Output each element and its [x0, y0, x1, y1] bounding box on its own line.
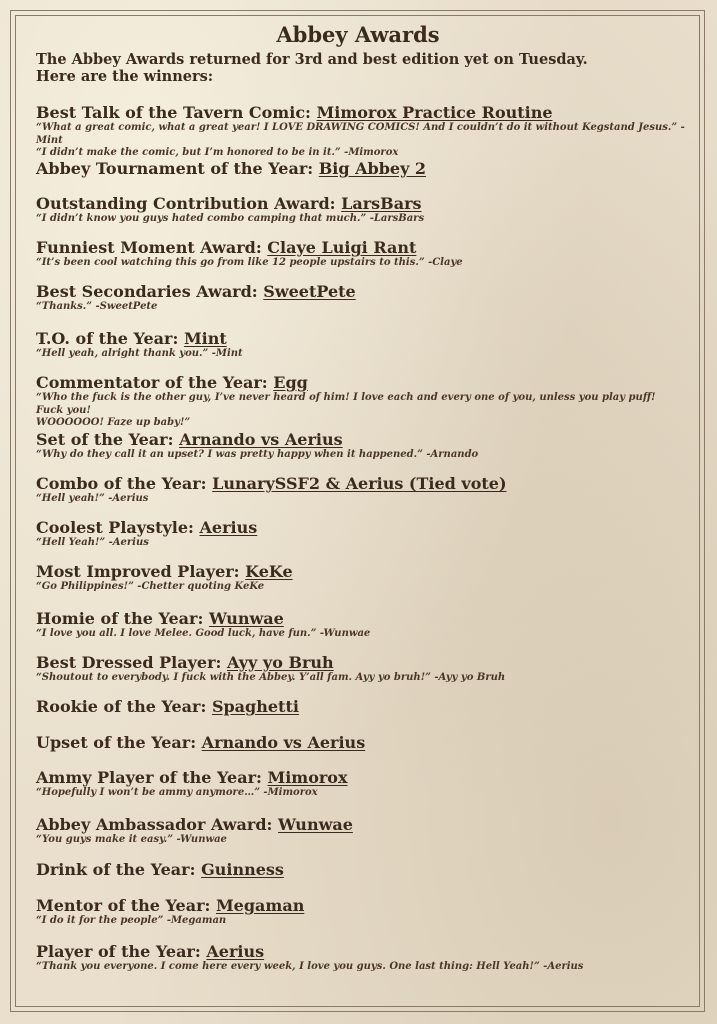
award-quote: “Who the fuck is the other guy, I’ve never heard of him! I love each and every one of you, unless you play puff! Fuck you!	[36, 392, 656, 416]
award-category: Rookie of the Year:	[36, 697, 212, 716]
award-quote: “You guys make it easy.” -Wunwae	[36, 834, 227, 845]
award-entry	[36, 282, 686, 314]
award-title	[36, 697, 686, 716]
award-winner: Big Abbey 2	[318, 159, 427, 178]
award-quote: “I didn’t make the comic, but I’m honored to be in it.” -Mimorox	[36, 147, 399, 158]
award-category: Funniest Moment Award:	[36, 238, 268, 257]
award-entry	[36, 768, 686, 800]
award-title	[36, 860, 686, 879]
award-quote: “I love you all. I love Melee. Good luck, have fun.” -Wunwae	[36, 628, 371, 639]
award-title	[36, 430, 686, 449]
award-title	[36, 733, 686, 752]
award-entry	[36, 860, 686, 879]
award-title	[36, 282, 686, 301]
award-title	[36, 815, 686, 834]
award-winner: LarsBars	[341, 194, 422, 213]
award-entry	[36, 194, 686, 226]
award-quote: “Why do they call it an upset? I was pretty happy when it happened.” -Arnando	[36, 449, 479, 460]
award-entry	[36, 159, 686, 178]
award-title	[36, 373, 686, 392]
page-title: Abbey Awards	[276, 22, 440, 47]
award-category: Drink of the Year:	[36, 860, 202, 879]
award-winner: Mimorox Practice Routine	[316, 103, 553, 122]
award-title	[36, 518, 686, 537]
award-entry	[36, 518, 686, 550]
page-header	[36, 22, 686, 85]
award-winner: Mimorox	[267, 768, 348, 787]
award-title	[36, 159, 686, 178]
award-winner: Arnando vs Aerius	[179, 430, 343, 449]
award-entry	[36, 815, 686, 847]
award-category: Abbey Tournament of the Year:	[36, 159, 319, 178]
award-category: Homie of the Year:	[36, 609, 209, 628]
award-entry	[36, 238, 686, 270]
award-quote: “I do it for the people” -Megaman	[36, 915, 227, 926]
award-entry	[36, 329, 686, 361]
award-winner: LunarySSF2 & Aerius (Tied vote)	[212, 474, 507, 493]
award-quote: “I didn’t know you guys hated combo camping that much.” -LarsBars	[36, 213, 425, 224]
award-category: Abbey Ambassador Award:	[36, 815, 278, 834]
award-winner: Aerius	[199, 518, 258, 537]
award-entry	[36, 562, 686, 594]
award-title	[36, 194, 686, 213]
award-entry	[36, 103, 686, 160]
award-category: Outstanding Contribution Award:	[36, 194, 342, 213]
award-winner: Aerius	[206, 942, 265, 961]
award-winner: Arnando vs Aerius	[201, 733, 366, 752]
award-quote: “It’s been cool watching this go from like 12 people upstairs to this.” -Claye	[36, 257, 463, 268]
award-entry	[36, 896, 686, 928]
award-category: Best Talk of the Tavern Comic:	[36, 103, 317, 122]
award-entry	[36, 474, 686, 506]
award-category: Commentator of the Year:	[36, 373, 274, 392]
intro-line: Here are the winners:	[36, 68, 214, 85]
award-entry	[36, 697, 686, 716]
award-quote: “Go Philippines!” -Chetter quoting KeKe	[36, 581, 265, 592]
award-category: Best Secondaries Award:	[36, 282, 264, 301]
award-winner: Claye Luigi Rant	[267, 238, 417, 257]
award-category: Coolest Playstyle:	[36, 518, 200, 537]
award-entry	[36, 430, 686, 462]
award-title	[36, 103, 686, 122]
award-winner: Spaghetti	[211, 697, 299, 716]
award-quote: “Thanks.” -SweetPete	[36, 301, 158, 312]
award-winner: Mint	[183, 329, 227, 348]
award-title	[36, 474, 686, 493]
award-category: Upset of the Year:	[36, 733, 202, 752]
award-entry	[36, 653, 686, 685]
award-winner: Egg	[273, 373, 308, 392]
award-quote: “Hell Yeah!” -Aerius	[36, 537, 149, 548]
intro-text	[36, 51, 686, 85]
award-title	[36, 562, 686, 581]
award-entry	[36, 733, 686, 752]
award-title	[36, 653, 686, 672]
award-entry	[36, 373, 686, 430]
award-winner: Wunwae	[208, 609, 284, 628]
award-title	[36, 609, 686, 628]
award-category: Combo of the Year:	[36, 474, 213, 493]
award-quote: “Hell yeah, alright thank you.” -Mint	[36, 348, 243, 359]
award-quote: WOOOOOO! Faze up baby!”	[36, 417, 191, 428]
award-entry	[36, 942, 686, 974]
award-quote: “Hell yeah!” -Aerius	[36, 493, 149, 504]
award-category: Most Improved Player:	[36, 562, 246, 581]
award-title	[36, 942, 686, 961]
award-category: Mentor of the Year:	[36, 896, 216, 915]
award-category: Best Dressed Player:	[36, 653, 227, 672]
award-entry	[36, 609, 686, 641]
award-winner: Ayy yo Bruh	[226, 653, 334, 672]
award-category: Ammy Player of the Year:	[36, 768, 268, 787]
award-category: T.O. of the Year:	[36, 329, 184, 348]
award-winner: Megaman	[215, 896, 305, 915]
award-title	[36, 329, 686, 348]
award-winner: KeKe	[245, 562, 293, 581]
award-quote: “Hopefully I won’t be ammy anymore…” -Mimorox	[36, 787, 318, 798]
award-winner: Guinness	[201, 860, 284, 879]
award-winner: SweetPete	[263, 282, 356, 301]
award-quote: “Shoutout to everybody. I fuck with the Abbey. Y’all fam. Ayy yo bruh!” -Ayy yo Bruh	[36, 672, 506, 683]
award-title	[36, 238, 686, 257]
award-quote: “Thank you everyone. I come here every week, I love you guys. One last thing: Hell Yeah!” -Aerius	[36, 961, 584, 972]
award-category: Set of the Year:	[36, 430, 180, 449]
award-category: Player of the Year:	[36, 942, 207, 961]
award-winner: Wunwae	[277, 815, 353, 834]
award-title	[36, 896, 686, 915]
award-title	[36, 768, 686, 787]
intro-line: The Abbey Awards returned for 3rd and best edition yet on Tuesday.	[36, 51, 588, 68]
award-quote: “What a great comic, what a great year! I LOVE DRAWING COMICS! And I couldn’t do it without Kegstand Jesus.” -Mint	[36, 122, 685, 146]
